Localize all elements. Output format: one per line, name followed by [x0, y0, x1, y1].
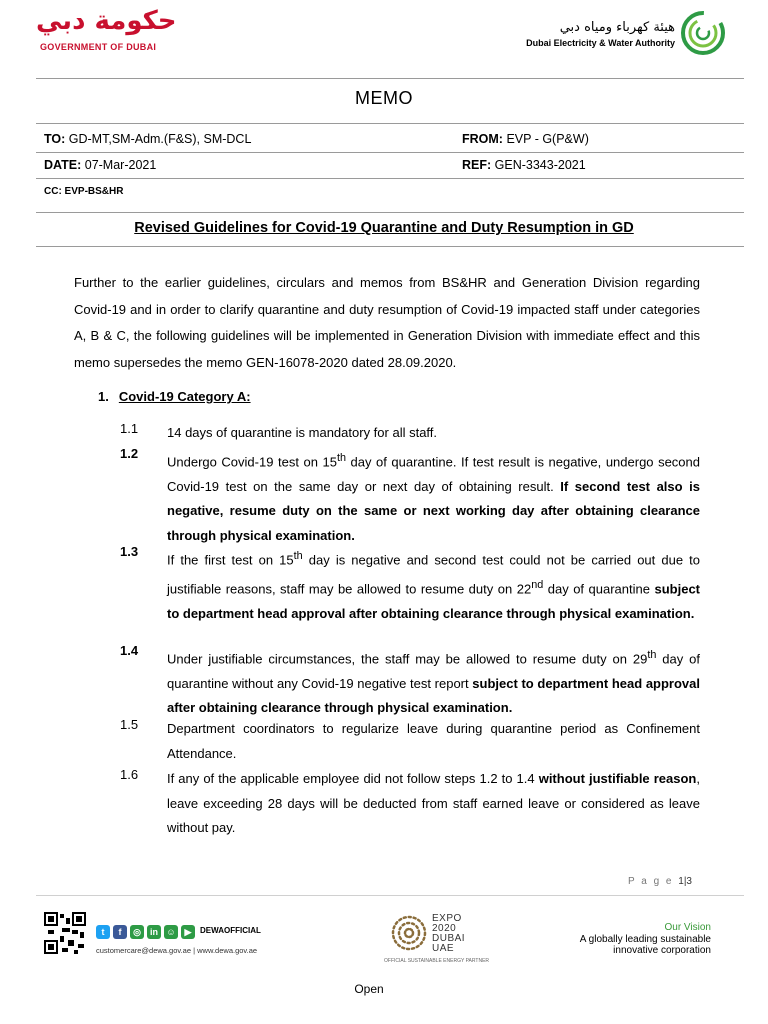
subject-divider [36, 246, 744, 247]
vision-line-2: innovative corporation [613, 945, 711, 956]
dewa-logo-icon [680, 10, 726, 56]
dewa-name-english: Dubai Electricity & Water Authority [526, 38, 675, 48]
expo-2020-text: EXPO 2020 DUBAI UAE [432, 913, 466, 954]
page-number: P a g e 1|3 [627, 876, 692, 887]
item-text: If any of the applicable employee did not follow steps 1.2 to 1.4 without justifiable reason, leave exceeding 28 days will be deducted from staff earned leave or considered as leave without pay. [167, 771, 700, 835]
item-number: 1.5 [120, 717, 139, 732]
gov-dubai-logo-english: GOVERNMENT OF DUBAI [40, 42, 157, 52]
gov-dubai-logo-arabic: حكومة دبي [36, 6, 177, 36]
vision-title: Our Vision [664, 922, 711, 933]
memo-date: DATE: 07-Mar-2021 [44, 158, 157, 172]
item-number: 1.1 [120, 421, 139, 436]
header-divider [36, 78, 744, 79]
memo-ref: REF: GEN-3343-2021 [462, 158, 586, 172]
item-number: 1.4 [120, 643, 139, 658]
footer-divider [36, 895, 744, 896]
item-number: 1.2 [120, 446, 139, 461]
contact-info[interactable]: customercare@dewa.gov.ae | www.dewa.gov.ae [96, 946, 258, 955]
memo-subject: Revised Guidelines for Covid-19 Quarantine and Duty Resumption in GD [134, 220, 634, 236]
memo-meta-row-divider [36, 152, 744, 153]
expo-2020-logo-icon [388, 913, 430, 953]
memo-intro-paragraph: Further to the earlier guidelines, circulars and memos from BS&HR and Generation Division regarding Covid-19 and in order to clarify quarantine and duty resumption of Covid-19 impacted staff under categories A, B & C, the following guidelines will be implemented in Generation Division with immediate effect and this memo supersedes the memo GEN-16078-2020 dated 28.09.2020. [74, 275, 700, 370]
item-text: Under justifiable circumstances, the staff may be allowed to resume duty on 29th day of quarantine without any Covid-19 negative test report subject to department head approval after obtaining clearance through physical examination. [167, 649, 701, 716]
memo-to: TO: GD-MT,SM-Adm.(F&S), SM-DCL [44, 132, 252, 146]
instagram-icon[interactable]: ◎ [130, 925, 144, 939]
twitter-icon[interactable]: t [96, 925, 110, 939]
section-1-heading: 1. Covid-19 Category A: [98, 389, 251, 404]
qr-code-icon [44, 912, 86, 954]
social-handle: DEWAOFFICIAL [200, 926, 261, 935]
item-text: Department coordinators to regularize leave during quarantine period as Confinement Attendance. [167, 721, 700, 761]
item-number: 1.6 [120, 767, 139, 782]
facebook-icon[interactable]: f [113, 925, 127, 939]
memo-from: FROM: EVP - G(P&W) [462, 132, 589, 146]
snapchat-icon[interactable]: ☺ [164, 925, 178, 939]
item-text: If the first test on 15th day is negative and second test could not be carried out due to justifiable reasons, staff may be allowed to resume duty on 22nd day of quarantine subject to department head approval after obtaining clearance through physical examination. [167, 550, 700, 621]
dewa-name-arabic: هيئة كهرباء ومياه دبي [559, 20, 675, 35]
youtube-icon[interactable]: ▶ [181, 925, 195, 939]
item-text: Undergo Covid-19 test on 15th day of quarantine. If test result is negative, undergo second Covid-19 test on the same day or next day of obtaining result. If second test also is negative, resume duty on the same or next working day after obtaining clearance through physical examination. [167, 452, 701, 543]
vision-line-1: A globally leading sustainable [579, 934, 711, 945]
linkedin-icon[interactable]: in [147, 925, 161, 939]
item-number: 1.3 [120, 544, 139, 559]
item-text: 14 days of quarantine is mandatory for all staff. [167, 425, 438, 440]
memo-title: MEMO [355, 88, 413, 108]
memo-meta-bottom-divider [36, 212, 744, 213]
memo-cc: CC: EVP-BS&HR [44, 186, 124, 197]
classification-label: Open [354, 982, 384, 996]
memo-meta-row-divider-2 [36, 178, 744, 179]
expo-partner-label: OFFICIAL SUSTAINABLE ENERGY PARTNER [384, 958, 490, 964]
memo-meta-top-divider [36, 123, 744, 124]
